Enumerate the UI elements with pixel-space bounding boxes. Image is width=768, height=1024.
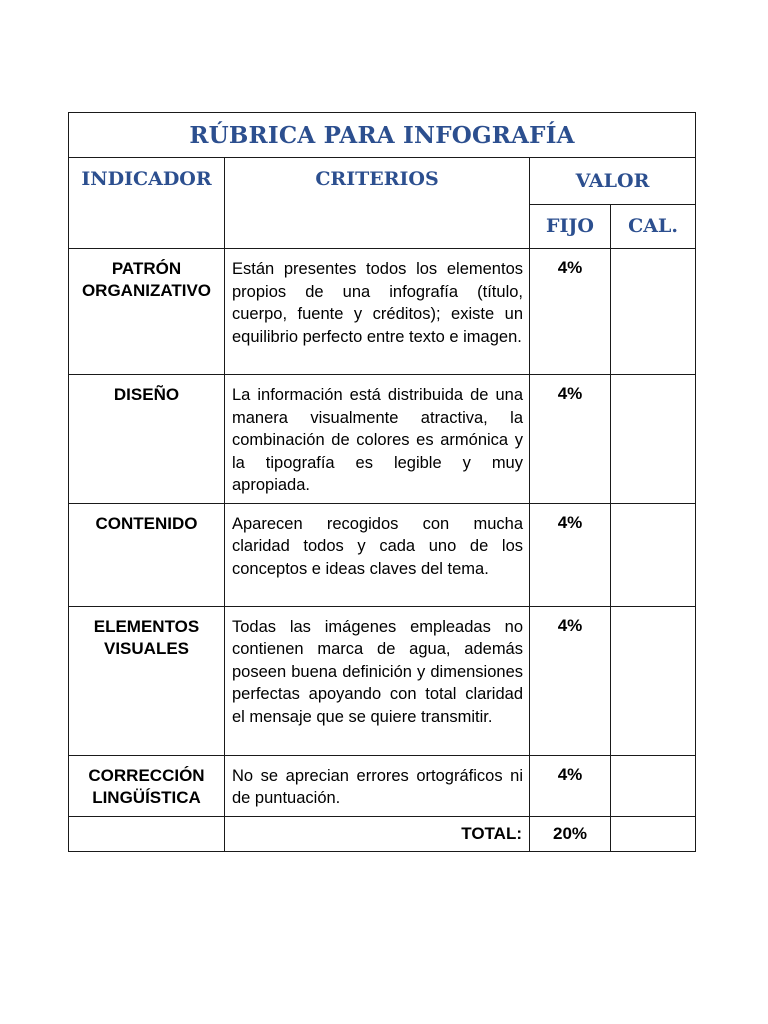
total-empty-cell (69, 816, 225, 851)
indicator-cell: DISEÑO (69, 375, 225, 504)
criteria-cell: Todas las imágenes empleadas no contienen marca de agua, además poseen buena definición y dimensiones perfectas apoyando con total claridad el mensaje que se quiere transmitir. (225, 606, 530, 755)
header-score: CAL. (611, 204, 696, 248)
score-cell[interactable] (611, 503, 696, 606)
header-value: VALOR (530, 158, 696, 205)
indicator-cell: CONTENIDO (69, 503, 225, 606)
header-row (69, 158, 696, 205)
rubric-row (69, 755, 696, 816)
indicator-cell: PATRÓN ORGANIZATIVO (69, 249, 225, 375)
indicator-cell: CORRECCIÓN LINGÜÍSTICA (69, 755, 225, 816)
criteria-cell: La información está distribuida de una manera visualmente atractiva, la combinación de colores es armónica y la tipografía es legible y muy apropiada. (225, 375, 530, 504)
rubric-row (69, 249, 696, 375)
rubric-row (69, 375, 696, 504)
score-cell[interactable] (611, 375, 696, 504)
score-cell[interactable] (611, 755, 696, 816)
total-row (69, 816, 696, 851)
score-cell[interactable] (611, 606, 696, 755)
indicator-cell: ELEMENTOS VISUALES (69, 606, 225, 755)
fixed-value-cell: 4% (530, 606, 611, 755)
rubric-title: RÚBRICA PARA INFOGRAFÍA (69, 113, 696, 158)
rubric-row (69, 503, 696, 606)
fixed-value-cell: 4% (530, 375, 611, 504)
fixed-value-cell: 4% (530, 755, 611, 816)
criteria-cell: Aparecen recogidos con mucha claridad todos y cada uno de los conceptos e ideas claves del tema. (225, 503, 530, 606)
total-label: TOTAL: (225, 816, 530, 851)
title-row (69, 113, 696, 158)
rubric-row (69, 606, 696, 755)
header-fixed: FIJO (530, 204, 611, 248)
header-criteria: CRITERIOS (225, 158, 530, 249)
header-indicator: INDICADOR (69, 158, 225, 249)
fixed-value-cell: 4% (530, 503, 611, 606)
criteria-cell: No se aprecian errores ortográficos ni de puntuación. (225, 755, 530, 816)
score-cell[interactable] (611, 249, 696, 375)
criteria-cell: Están presentes todos los elementos propios de una infografía (título, cuerpo, fuente y créditos); existe un equilibrio perfecto entre texto e imagen. (225, 249, 530, 375)
fixed-value-cell: 4% (530, 249, 611, 375)
total-score-cell[interactable] (611, 816, 696, 851)
rubric-table (68, 112, 696, 852)
total-value: 20% (530, 816, 611, 851)
